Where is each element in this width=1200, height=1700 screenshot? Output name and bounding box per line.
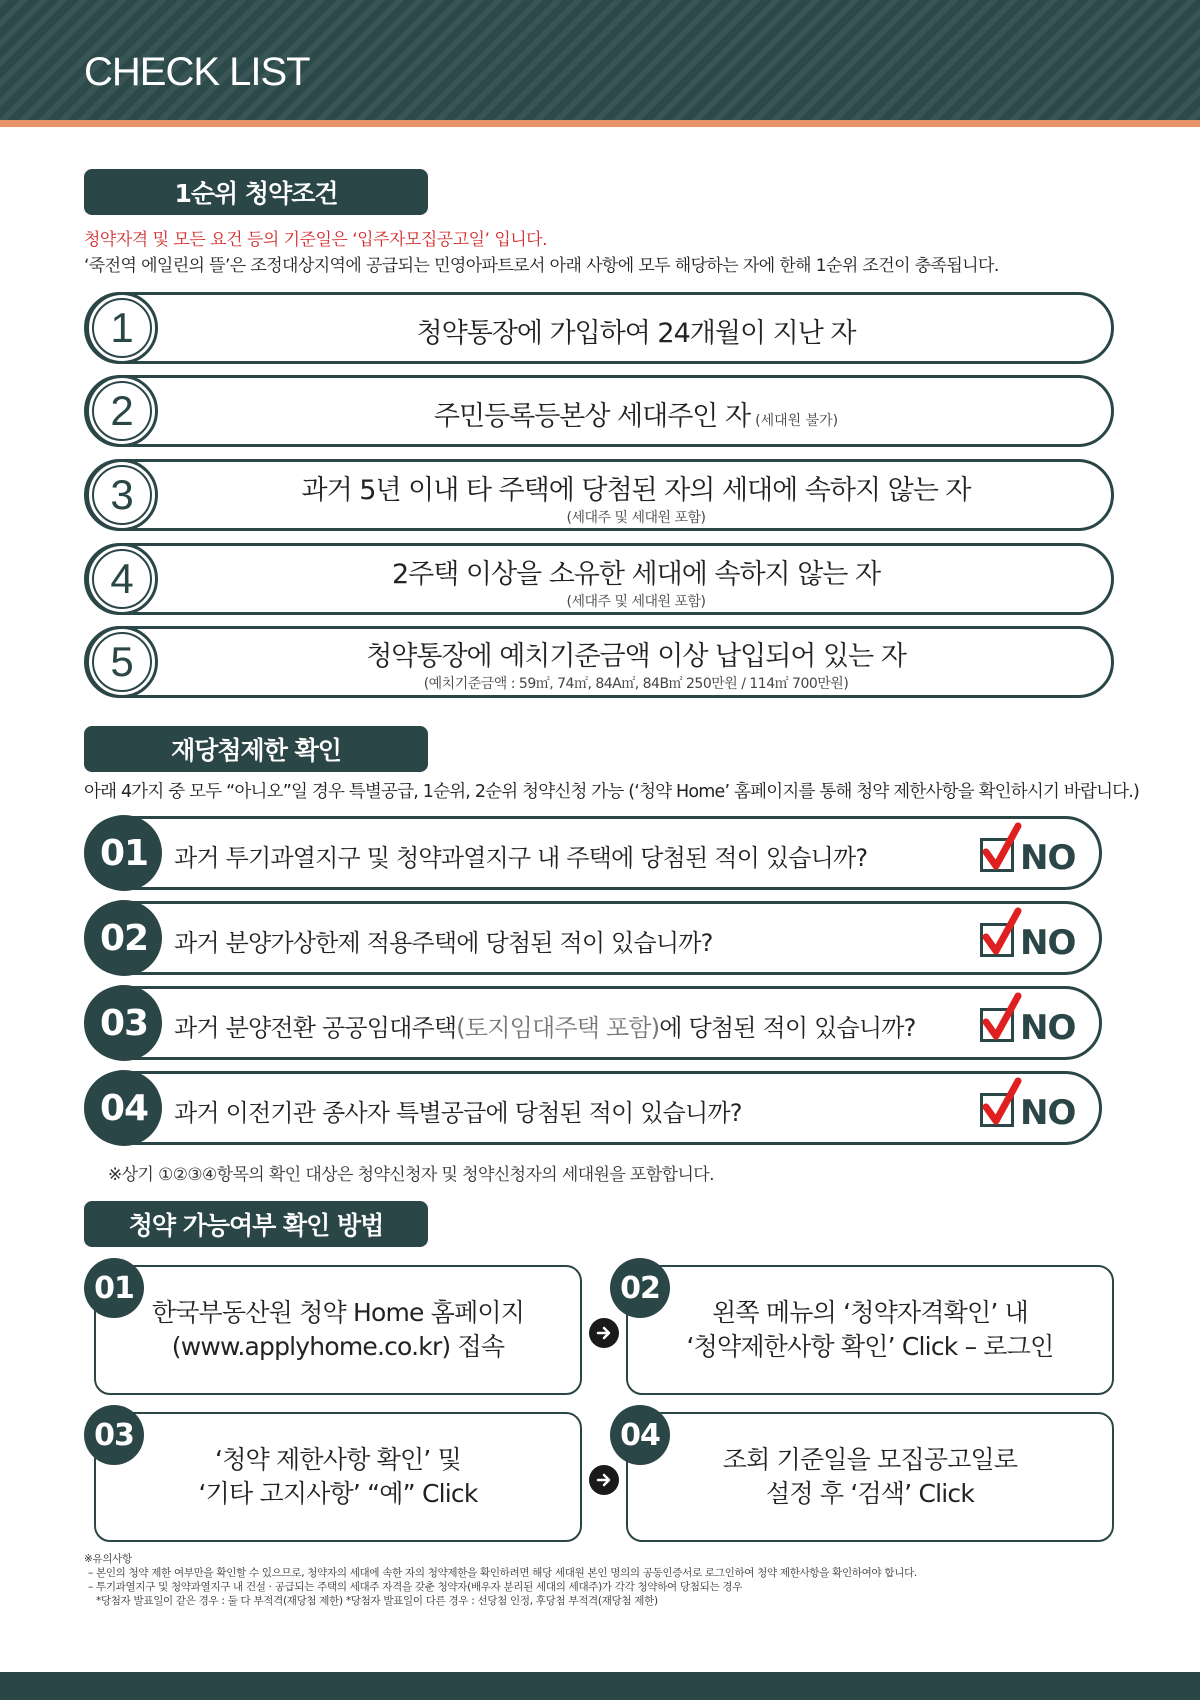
step-card: 조회 기준일을 모집공고일로 설정 후 ‘검색’ Click bbox=[626, 1412, 1114, 1542]
condition-number-badge: 2 bbox=[86, 375, 158, 447]
header-banner bbox=[0, 0, 1200, 120]
question-number-badge: 02 bbox=[86, 900, 162, 976]
step-number-badge: 04 bbox=[610, 1405, 670, 1465]
question-text: 과거 분양가상한제 적용주택에 당첨된 적이 있습니까? bbox=[174, 929, 713, 957]
section-title-check-method: 청약 가능여부 확인 방법 bbox=[84, 1201, 428, 1247]
first-priority-intro: ‘죽전역 에일린의 뜰’은 조정대상지역에 공급되는 민영아파트로서 아래 사항에 모두 해당하는 자에 한해 1순위 조건이 충족됩니다. bbox=[84, 256, 999, 276]
question-text: 과거 이전기관 종사자 특별공급에 당첨된 적이 있습니까? bbox=[174, 1099, 742, 1127]
condition-number-badge: 3 bbox=[86, 459, 158, 531]
answer-no-label: NO bbox=[1020, 1008, 1076, 1048]
step-card: ‘청약 제한사항 확인’ 및 ‘기타 고지사항’ “예” Click bbox=[94, 1412, 582, 1542]
condition-text: 청약통장에 예치기준금액 이상 납입되어 있는 자 (예치기준금액 : 59㎡, 74㎡, 84A㎡, 84B㎡ 250만원 / 114㎡ 700만원) bbox=[366, 641, 906, 692]
answer-checkbox[interactable] bbox=[978, 822, 1078, 878]
condition-number-badge: 1 bbox=[86, 292, 158, 364]
answer-no-label: NO bbox=[1020, 923, 1076, 963]
step-number-badge: 02 bbox=[610, 1258, 670, 1318]
step-number-badge: 03 bbox=[84, 1405, 144, 1465]
section-title-first-priority: 1순위 청약조건 bbox=[84, 169, 428, 215]
footer-bar bbox=[0, 1672, 1200, 1700]
answer-checkbox[interactable] bbox=[978, 992, 1078, 1048]
step-card: 한국부동산원 청약 Home 홈페이지 (www.applyhome.co.kr) 접속 bbox=[94, 1265, 582, 1395]
condition-text: 청약통장에 가입하여 24개월이 지난 자 bbox=[416, 318, 856, 349]
page-title: CHECK LIST bbox=[84, 50, 310, 94]
arrow-right-icon bbox=[589, 1318, 619, 1348]
condition-text: 2주택 이상을 소유한 세대에 속하지 않는 자 (세대주 및 세대원 포함) bbox=[391, 559, 881, 610]
caution-line: *당첨자 발표일이 같은 경우 : 둘 다 부적격(재당첨 제한) *당첨자 발표일이 다른 경우 : 선당첨 인정, 후당첨 부적격(재당첨 제한) bbox=[96, 1595, 658, 1607]
condition-number-badge: 5 bbox=[86, 626, 158, 698]
answer-no-label: NO bbox=[1020, 1093, 1076, 1133]
question-text: 과거 분양전환 공공임대주택(토지임대주택 포함)에 당첨된 적이 있습니까? bbox=[174, 1014, 916, 1042]
step-number-badge: 01 bbox=[84, 1258, 144, 1318]
condition-number-badge: 4 bbox=[86, 543, 158, 615]
rewin-footnote: ※상기 ①②③④항목의 확인 대상은 청약신청자 및 청약신청자의 세대원을 포함합니다. bbox=[108, 1165, 714, 1185]
condition-text: 과거 5년 이내 타 주택에 당첨된 자의 세대에 속하지 않는 자 (세대주 및 세대원 포함) bbox=[301, 475, 971, 526]
caution-line: – 본인의 청약 제한 여부만을 확인할 수 있으므로, 청약자의 세대에 속한 자의 청약제한을 확인하려면 해당 세대원 본인 명의의 공동인증서로 로그인하여 청약 제한사항을 확인하여야 합니다. bbox=[88, 1567, 917, 1579]
header-accent-stripe bbox=[0, 120, 1200, 127]
question-number-badge: 03 bbox=[86, 985, 162, 1061]
answer-checkbox[interactable] bbox=[978, 907, 1078, 963]
question-number-badge: 04 bbox=[86, 1070, 162, 1146]
answer-checkbox[interactable] bbox=[978, 1077, 1078, 1133]
step-card: 왼쪽 메뉴의 ‘청약자격확인’ 내 ‘청약제한사항 확인’ Click – 로그인 bbox=[626, 1265, 1114, 1395]
answer-no-label: NO bbox=[1020, 838, 1076, 878]
rewin-restriction-intro: 아래 4가지 중 모두 “아니오”일 경우 특별공급, 1순위, 2순위 청약신청 가능 (‘청약 Home’ 홈페이지를 통해 청약 제한사항을 확인하시기 바랍니다.) bbox=[84, 782, 1140, 802]
arrow-right-icon bbox=[589, 1465, 619, 1495]
question-number-badge: 01 bbox=[86, 815, 162, 891]
question-text: 과거 투기과열지구 및 청약과열지구 내 주택에 당첨된 적이 있습니까? bbox=[174, 844, 868, 872]
caution-line: – 투기과열지구 및 청약과열지구 내 건설 · 공급되는 주택의 세대주 자격을 갖춘 청약자(배우자 분리된 세대의 세대주)가 각각 청약하여 당첨되는 경우 bbox=[88, 1581, 743, 1593]
caution-title: ※유의사항 bbox=[84, 1553, 132, 1565]
caution-notes bbox=[84, 1552, 917, 1608]
condition-text: 주민등록등본상 세대주인 자 (세대원 불가) bbox=[433, 401, 839, 432]
section-title-rewin-restriction: 재당첨제한 확인 bbox=[84, 726, 428, 772]
criteria-date-note: 청약자격 및 모든 요건 등의 기준일은 ‘입주자모집공고일’ 입니다. bbox=[84, 230, 548, 250]
